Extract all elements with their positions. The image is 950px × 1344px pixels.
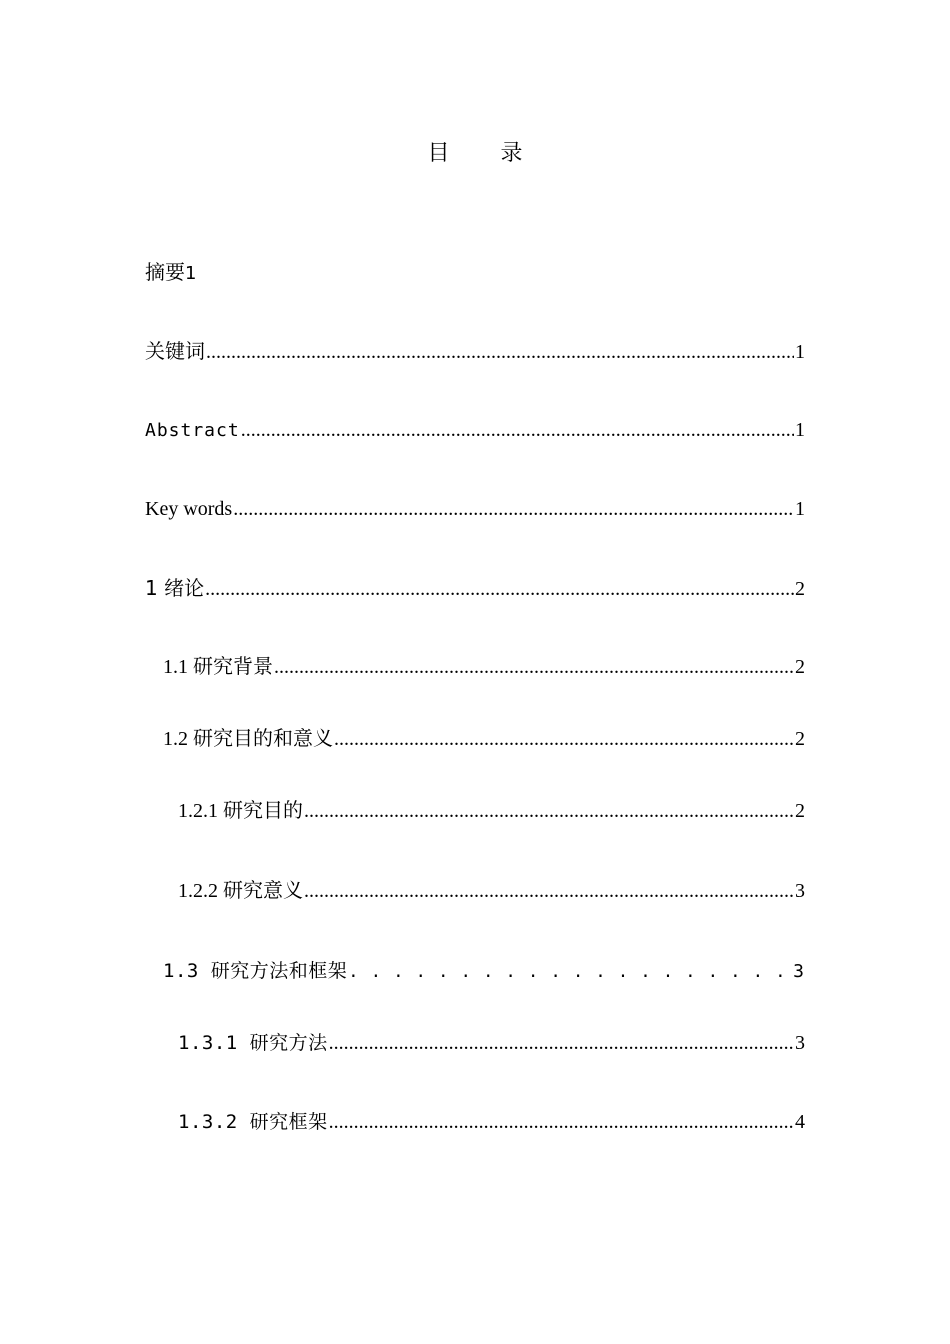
toc-leader-dots <box>304 798 794 824</box>
toc-leader-dots <box>329 1030 794 1056</box>
toc-leader-dots <box>205 576 794 602</box>
toc-leader-dots <box>274 654 794 680</box>
toc-entry-label: 1.2 研究目的和意义 <box>163 728 333 750</box>
toc-entry-chapter-1[interactable] <box>145 575 805 602</box>
toc-entry-keywords-en[interactable] <box>145 496 805 522</box>
toc-entry-label: 1.2.1 研究目的 <box>178 800 303 822</box>
toc-entry-page: 2 <box>795 578 805 600</box>
toc-leader-dots <box>304 878 794 904</box>
toc-entry-abstract-en[interactable] <box>145 417 805 444</box>
toc-entry-section-1-2-2[interactable] <box>178 878 805 904</box>
toc-entry-section-1-2[interactable] <box>163 726 805 752</box>
toc-entry-label: 1.3.1 研究方法 <box>178 1032 328 1054</box>
toc-entry-section-1-3-1[interactable] <box>178 1030 805 1056</box>
toc-entry-label: 摘要 <box>145 260 185 284</box>
toc-entry-section-1-2-1[interactable] <box>178 798 805 824</box>
toc-entry-label: 1.1 研究背景 <box>163 656 273 678</box>
toc-entry-page: 2 <box>795 656 805 678</box>
toc-entry-section-1-1[interactable] <box>163 654 805 680</box>
toc-leader-dots <box>329 1109 794 1135</box>
toc-entry-page: 1 <box>795 498 805 520</box>
toc-entry-keywords-cn[interactable] <box>145 338 805 365</box>
toc-entry-label: Abstract <box>145 420 240 441</box>
toc-entry-label: Key words <box>145 498 233 520</box>
toc-leader-dots <box>334 726 794 752</box>
toc-entry-label: 1 绪论 <box>145 576 205 600</box>
toc-entry-page: 3 <box>795 1032 805 1054</box>
toc-entry-label: 1.3 研究方法和框架 <box>163 960 348 982</box>
toc-entry-section-1-3[interactable] <box>163 958 805 985</box>
toc-entry-page: 2 <box>795 800 805 822</box>
toc-entry-label: 1.3.2 研究框架 <box>178 1111 328 1133</box>
toc-entry-page: 1 <box>185 263 197 284</box>
toc-leader-dots <box>233 496 794 522</box>
toc-entry-section-1-3-2[interactable] <box>178 1109 805 1135</box>
toc-entry-page: 2 <box>795 728 805 750</box>
toc-entry-page: 4 <box>795 1111 805 1133</box>
toc-leader-dots <box>348 959 792 985</box>
toc-entry-abstract-cn[interactable] <box>145 259 196 287</box>
toc-leader-dots <box>241 417 794 443</box>
toc-leader-dots <box>206 339 794 365</box>
toc-entry-page: 3 <box>793 961 805 982</box>
toc-entry-page: 1 <box>795 341 805 363</box>
toc-entry-label: 1.2.2 研究意义 <box>178 880 303 902</box>
toc-entry-label: 关键词 <box>145 339 205 363</box>
toc-title: 目 录 <box>427 141 545 166</box>
toc-entry-page: 1 <box>795 419 805 441</box>
toc-entry-page: 3 <box>795 880 805 902</box>
